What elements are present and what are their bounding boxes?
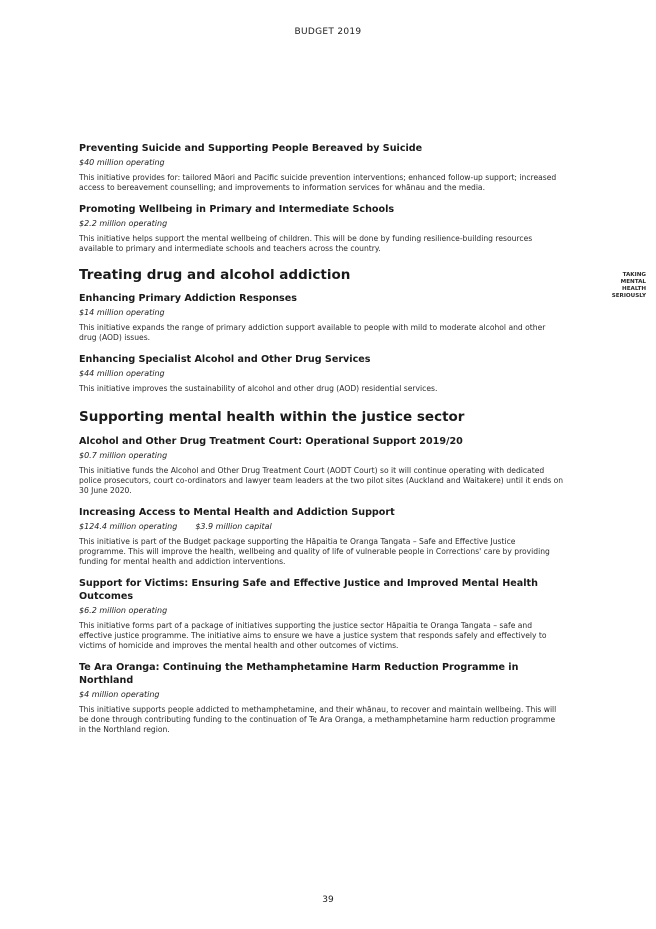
- initiative-description: This initiative provides for: tailored Māori and Pacific suicide prevention interventions; enhanced follow-up support; increased access to bereavement counselling; and improvements to information services for whānau and the media.: [79, 173, 557, 192]
- initiative-description: This initiative helps support the mental wellbeing of children. This will be done by funding resilience-building resources available to primary and intermediate schools and teachers across the country.: [79, 234, 533, 253]
- section-title: Treating drug and alcohol addiction: [79, 267, 351, 283]
- initiative-title: Promoting Wellbeing in Primary and Intermediate Schools: [79, 204, 395, 215]
- initiative-item: [79, 353, 564, 394]
- initiative-item: [79, 435, 564, 496]
- side-tab-label: [596, 272, 646, 300]
- initiative-title: Enhancing Primary Addiction Responses: [79, 293, 297, 304]
- initiative-description: This initiative expands the range of primary addiction support available to people with mild to moderate alcohol and other drug (AOD) issues.: [79, 323, 546, 342]
- initiative-title: Te Ara Oranga: Continuing the Methamphetamine Harm Reduction Programme in Northland: [79, 662, 519, 686]
- initiative-item: [79, 506, 564, 567]
- funding-row: [79, 521, 564, 532]
- funding-amount: $4 million operating: [79, 690, 160, 699]
- initiative-title: Enhancing Specialist Alcohol and Other Drug Services: [79, 354, 371, 365]
- funding-amount: $14 million operating: [79, 308, 165, 317]
- side-tab-line: TAKING: [622, 272, 646, 278]
- initiative-description: This initiative supports people addicted to methamphetamine, and their whānau, to recover and maintain wellbeing. This will be done through contributing funding to the continuation of Te Ara Oranga, a methamphetamine harm reduction programme in the Northland region.: [79, 705, 557, 734]
- initiative-item: [79, 661, 564, 735]
- header-title: BUDGET 2019: [294, 27, 362, 37]
- initiative-item: [79, 577, 564, 651]
- initiative-description: This initiative funds the Alcohol and Other Drug Treatment Court (AODT Court) so it will continue operating with dedicated police prosecutors, court co-ordinators and lawyer team leaders at the two pilot sites (Auckland and Waitakere) until it ends on 30 June 2020.: [79, 466, 564, 495]
- side-tab-line: MENTAL: [620, 279, 646, 285]
- initiative-description: This initiative forms part of a package of initiatives supporting the justice sector Hāpaitia te Oranga Tangata – safe and effective justice programme. The initiative aims to ensure we have a justice system that responds safely and effectively to victims of homicide and improves the mental health and other outcomes of victims.: [79, 621, 547, 650]
- funding-operating: $124.4 million operating: [79, 522, 178, 531]
- initiative-title: Alcohol and Other Drug Treatment Court: Operational Support 2019/20: [79, 436, 463, 447]
- main-content: [79, 142, 564, 745]
- funding-amount: $40 million operating: [79, 158, 165, 167]
- side-tab-line: SERIOUSLY: [611, 293, 646, 299]
- initiative-item: [79, 142, 564, 193]
- initiative-item: [79, 292, 564, 343]
- initiative-title: Preventing Suicide and Supporting People Bereaved by Suicide: [79, 143, 423, 154]
- funding-capital: $3.9 million capital: [195, 522, 272, 531]
- initiative-description: This initiative is part of the Budget package supporting the Hāpaitia te Oranga Tangata – Safe and Effective Justice programme. This will improve the health, wellbeing and quality of life of vulnerable people in Corrections' care by providing funding for mental health and addiction interventions.: [79, 537, 550, 566]
- funding-amount: $0.7 million operating: [79, 451, 168, 460]
- section-title: Supporting mental health within the justice sector: [79, 409, 465, 425]
- initiative-title: Increasing Access to Mental Health and Addiction Support: [79, 507, 395, 518]
- page-number: 39: [322, 895, 334, 905]
- funding-amount: $44 million operating: [79, 369, 165, 378]
- initiative-item: [79, 203, 564, 254]
- funding-amount: $6.2 million operating: [79, 606, 168, 615]
- initiative-title: Support for Victims: Ensuring Safe and Effective Justice and Improved Mental Health Outcomes: [79, 578, 538, 602]
- funding-amount: $2.2 million operating: [79, 219, 168, 228]
- side-tab-line: HEALTH: [622, 286, 646, 292]
- initiative-description: This initiative improves the sustainability of alcohol and other drug (AOD) residential services.: [79, 384, 438, 393]
